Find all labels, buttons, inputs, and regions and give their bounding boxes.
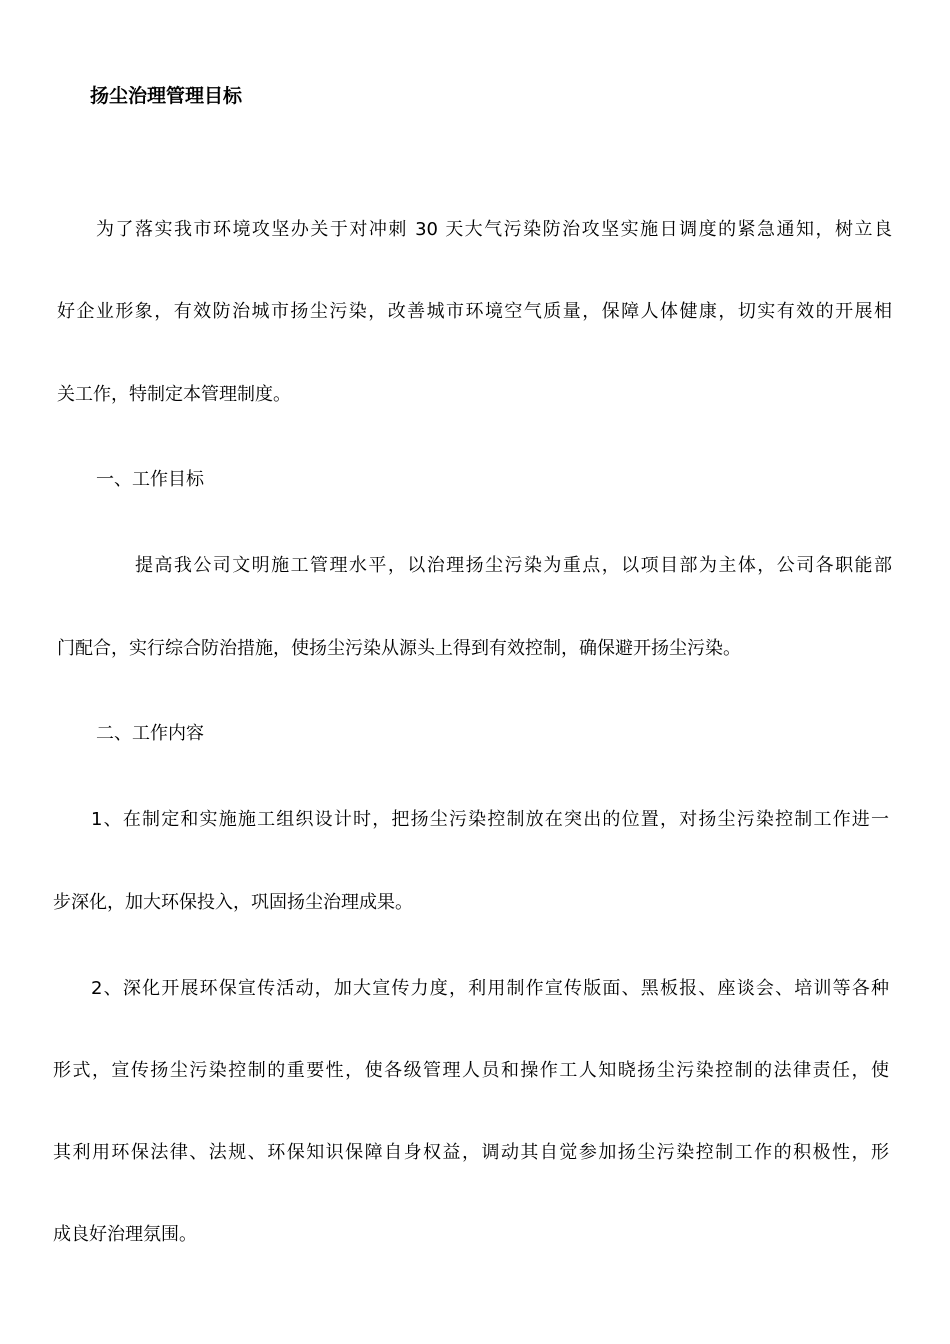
item1-line-1: 1、在制定和实施施工组织设计时，把扬尘污染控制放在突出的位置，对扬尘污染控制工作进一: [91, 809, 889, 830]
section1-line-2: 门配合，实行综合防治措施，使扬尘污染从源头上得到有效控制，确保避开扬尘污染。: [57, 638, 741, 659]
item1-line-2: 步深化，加大环保投入，巩固扬尘治理成果。: [53, 892, 413, 913]
document-title: 扬尘治理管理目标: [90, 85, 243, 107]
section1-heading: 一、工作目标: [96, 469, 204, 490]
intro-line-1: 为了落实我市环境攻坚办关于对冲刺 30 天大气污染防治攻坚实施日调度的紧急通知，树立良: [96, 219, 892, 240]
item2-line-4: 成良好治理氛围。: [53, 1224, 197, 1245]
item2-line-3: 其利用环保法律、法规、环保知识保障自身权益，调动其自觉参加扬尘污染控制工作的积极性，形: [53, 1142, 889, 1163]
item2-line-1: 2、深化开展环保宣传活动，加大宣传力度，利用制作宣传版面、黑板报、座谈会、培训等各种: [91, 978, 889, 999]
intro-line-3: 关工作，特制定本管理制度。: [57, 384, 291, 405]
section1-line-1: 提高我公司文明施工管理水平，以治理扬尘污染为重点，以项目部为主体，公司各职能部: [135, 555, 892, 576]
intro-line-2: 好企业形象，有效防治城市扬尘污染，改善城市环境空气质量，保障人体健康，切实有效的开展相: [57, 301, 892, 322]
section2-heading: 二、工作内容: [96, 723, 204, 744]
item2-line-2: 形式，宣传扬尘污染控制的重要性，使各级管理人员和操作工人知晓扬尘污染控制的法律责任，使: [53, 1060, 889, 1081]
